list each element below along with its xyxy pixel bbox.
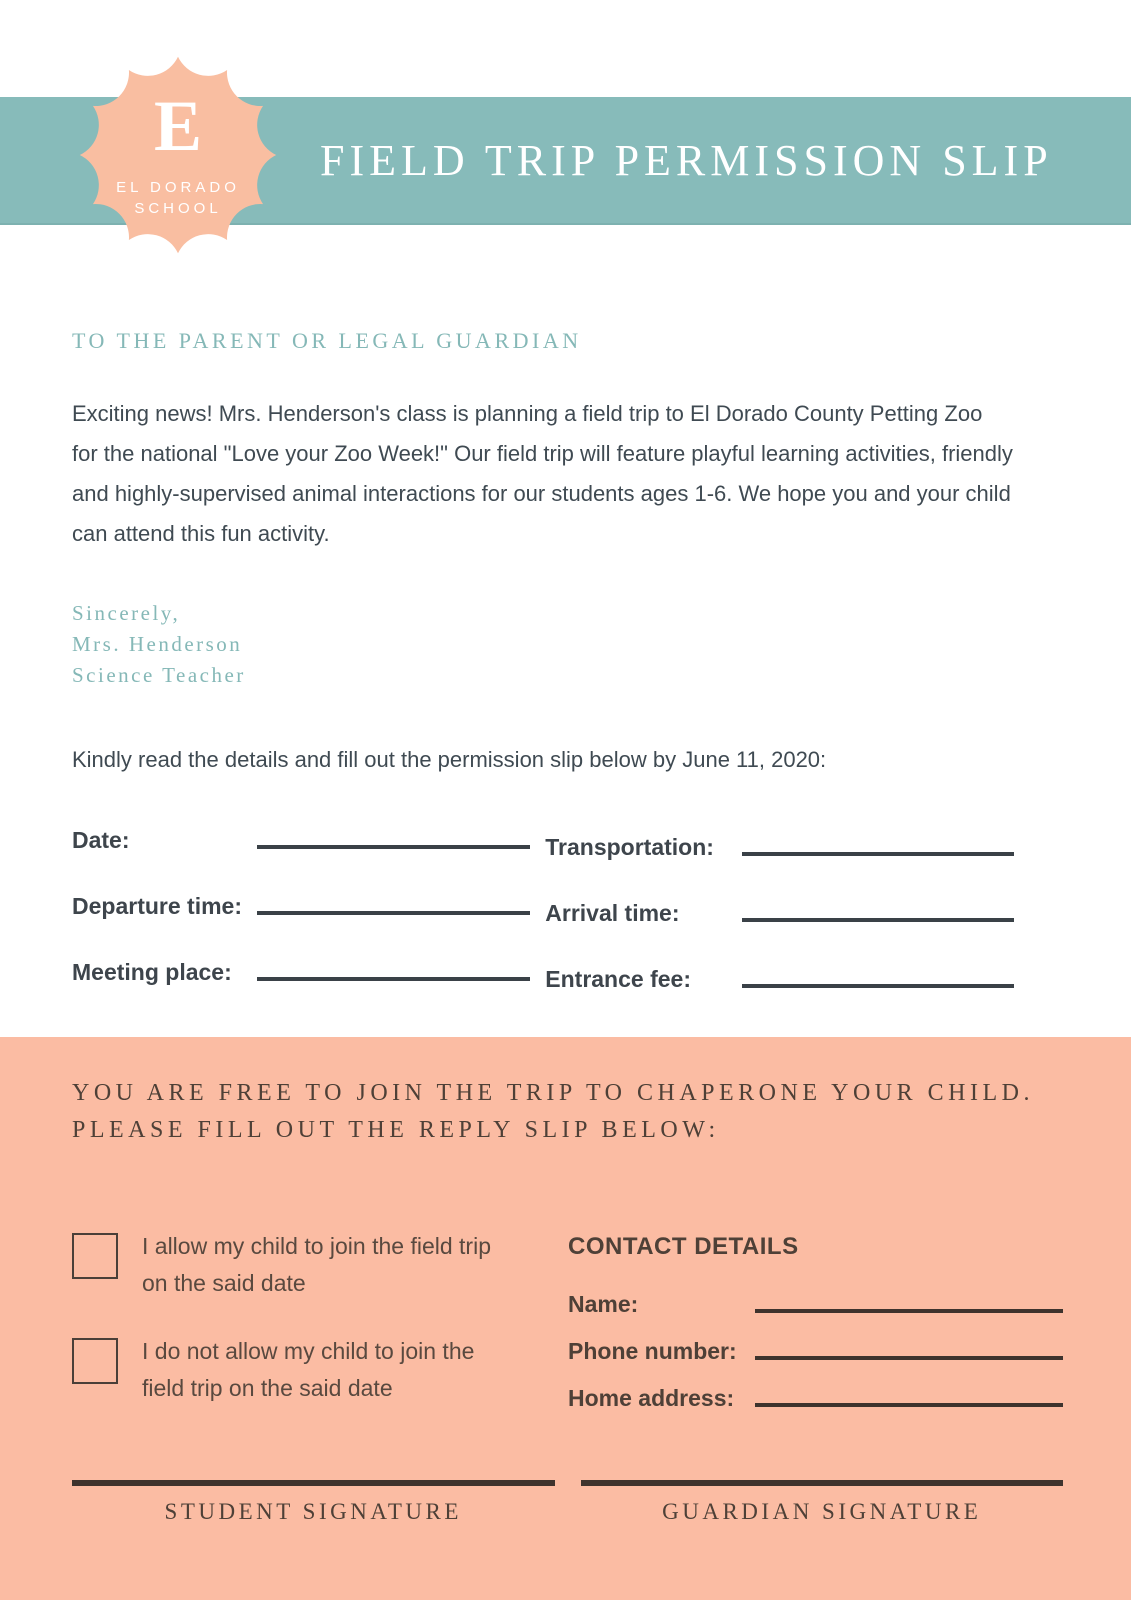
badge-initial: E (153, 86, 203, 166)
arrival-time-input-line[interactable] (742, 918, 1014, 922)
choice-allow (72, 1233, 568, 1302)
letter-body-paragraph: Exciting news! Mrs. Henderson's class is planning a field trip to El Dorado County Petting Zoo for the national "Love your Zoo Week!" Our field trip will feature playful learning activities, friendly and highly-supervised animal interactions for our students ages 1-6. We hope you and your child can attend this fun activity. (72, 401, 1013, 546)
field-row-transportation (545, 834, 1014, 861)
date-label: Date: (72, 827, 130, 853)
guardian-signature-label: GUARDIAN SIGNATURE (662, 1499, 982, 1524)
trip-details-form (72, 827, 1014, 993)
meeting-place-input-line[interactable] (257, 977, 530, 981)
transportation-input-line[interactable] (742, 852, 1014, 856)
contact-row-phone (568, 1338, 1063, 1365)
closing-teacher-name: Mrs. Henderson (72, 632, 243, 656)
name-label: Name: (568, 1291, 639, 1317)
letter-section (72, 328, 1014, 993)
signatures-row (72, 1480, 1063, 1525)
not-allow-checkbox-label: I do not allow my child to join the field trip on the said date (142, 1338, 475, 1401)
badge-school-line1: EL DORADO (116, 179, 240, 196)
contact-row-name (568, 1291, 1063, 1318)
details-right-column (545, 827, 1014, 993)
student-signature-label: STUDENT SIGNATURE (164, 1499, 462, 1524)
badge-school-name (68, 177, 288, 219)
contact-details (568, 1233, 1063, 1432)
reply-heading-line2: PLEASE FILL OUT THE REPLY SLIP BELOW: (72, 1117, 720, 1143)
phone-number-input-line[interactable] (755, 1356, 1063, 1360)
not-allow-checkbox[interactable] (72, 1338, 118, 1384)
entrance-fee-input-line[interactable] (742, 984, 1014, 988)
entrance-fee-label: Entrance fee: (545, 966, 691, 992)
field-row-date (72, 827, 530, 854)
field-row-meeting-place (72, 959, 530, 986)
departure-time-label: Departure time: (72, 893, 242, 919)
name-input-line[interactable] (755, 1309, 1063, 1313)
field-row-arrival-time (545, 900, 1014, 927)
closing-sincerely: Sincerely, (72, 601, 181, 625)
permission-choices (72, 1233, 568, 1432)
home-address-label: Home address: (568, 1385, 735, 1411)
page-title: FIELD TRIP PERMISSION SLIP (320, 135, 1053, 185)
letter-closing (72, 598, 1014, 691)
date-input-line[interactable] (257, 845, 530, 849)
reply-columns (72, 1233, 1063, 1432)
instruction-text: Kindly read the details and fill out the permission slip below by June 11, 2020: (72, 747, 827, 772)
transportation-label: Transportation: (545, 834, 714, 860)
home-address-input-line[interactable] (755, 1403, 1063, 1407)
reply-slip-heading (72, 1075, 1063, 1149)
guardian-signature-block (581, 1480, 1064, 1525)
closing-teacher-title: Science Teacher (72, 663, 246, 687)
details-left-column (72, 827, 530, 993)
choice-not-allow (72, 1338, 568, 1407)
allow-checkbox-label: I allow my child to join the field trip on the said date (142, 1233, 491, 1296)
badge-school-line2: SCHOOL (134, 200, 222, 217)
allow-checkbox[interactable] (72, 1233, 118, 1279)
field-row-entrance-fee (545, 966, 1014, 993)
field-row-departure-time (72, 893, 530, 920)
reply-slip-section (0, 1037, 1131, 1600)
salutation-heading: TO THE PARENT OR LEGAL GUARDIAN (72, 328, 582, 353)
meeting-place-label: Meeting place: (72, 959, 232, 985)
arrival-time-label: Arrival time: (545, 900, 680, 926)
departure-time-input-line[interactable] (257, 911, 530, 915)
reply-heading-line1: YOU ARE FREE TO JOIN THE TRIP TO CHAPERONE YOUR CHILD. (72, 1080, 1034, 1106)
student-signature-block (72, 1480, 555, 1525)
school-badge (68, 45, 288, 265)
contact-details-heading: CONTACT DETAILS (568, 1233, 799, 1260)
contact-row-home-address (568, 1385, 1063, 1412)
phone-number-label: Phone number: (568, 1338, 737, 1364)
